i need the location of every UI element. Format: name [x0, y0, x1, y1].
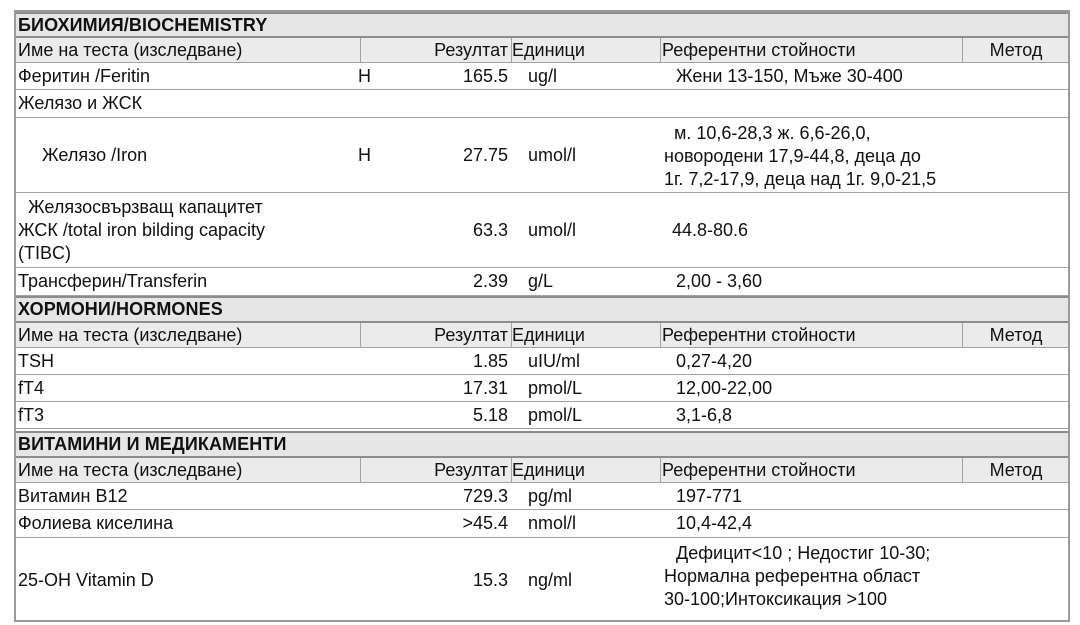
name-line: ЖСК /total iron bilding capacity	[18, 220, 266, 240]
table-row-tsh	[16, 348, 1068, 375]
table-header-row	[16, 323, 1068, 348]
test-units: umol/l	[528, 219, 577, 240]
column-header-result: Резултат	[434, 459, 508, 480]
column-header-name: Име на теста (изследване)	[18, 39, 243, 60]
test-units: pmol/L	[528, 377, 583, 398]
column-header-reference: Референтни стойности	[662, 459, 856, 480]
test-name	[18, 193, 348, 267]
column-header-name: Име на теста (изследване)	[18, 459, 243, 480]
table-row-transferrin	[16, 268, 1068, 296]
column-header-units: Единици	[512, 459, 585, 480]
test-result: 15.3	[472, 569, 508, 590]
test-units: umol/l	[528, 144, 577, 165]
test-result: >45.4	[462, 513, 508, 533]
test-reference: 12,00-22,00	[676, 377, 773, 398]
lab-report	[14, 10, 1070, 622]
table-row-folic-acid	[16, 510, 1068, 538]
test-result: 63.3	[472, 219, 508, 240]
column-header-reference: Референтни стойности	[662, 324, 856, 345]
test-name: fT3	[18, 404, 45, 425]
column-header-name: Име на теста (изследване)	[18, 324, 243, 345]
test-units: ng/ml	[528, 569, 573, 590]
section-title: ХОРМОНИ/HORMONES	[18, 299, 223, 319]
section-title: БИОХИМИЯ/BIOCHEMISTRY	[18, 14, 268, 35]
test-reference: 44.8-80.6	[672, 219, 749, 240]
test-units: pg/ml	[528, 485, 573, 506]
column-header-units: Единици	[512, 324, 585, 345]
table-row-ferritin	[16, 63, 1068, 90]
test-result: 165.5	[462, 65, 508, 86]
test-name: Трансферин/Transferin	[18, 271, 208, 291]
column-header-method: Метод	[989, 324, 1043, 345]
test-units: ug/l	[528, 65, 558, 86]
test-units: pmol/L	[528, 404, 583, 425]
test-reference: Жени 13-150, Мъже 30-400	[676, 65, 903, 86]
column-header-reference: Референтни стойности	[662, 39, 856, 60]
test-result: 5.18	[472, 404, 508, 425]
reference-line: Дефицит<10 ; Недостиг 10-30;	[676, 543, 931, 563]
test-reference: 3,1-6,8	[676, 404, 733, 425]
table-row-iron-group	[16, 90, 1068, 118]
table-row-tibc	[16, 193, 1068, 268]
test-result: 2.39	[472, 271, 508, 291]
test-name: fT4	[18, 377, 45, 398]
test-result: 729.3	[462, 485, 508, 506]
name-line: (TIBC)	[18, 243, 71, 263]
test-reference: 0,27-4,20	[676, 350, 753, 371]
section-title: ВИТАМИНИ И МЕДИКАМЕНТИ	[18, 434, 287, 454]
column-header-result: Резултат	[434, 324, 508, 345]
test-reference	[664, 118, 964, 192]
test-units: g/L	[528, 271, 554, 291]
table-row-ft3	[16, 402, 1068, 429]
table-row-ft4	[16, 375, 1068, 402]
reference-line: Нормална референтна област	[664, 566, 921, 586]
section-vitamins-title-row	[16, 431, 1068, 458]
section-biochemistry-title-row	[16, 12, 1068, 38]
test-reference: 197-771	[676, 485, 743, 506]
reference-line: 1г. 7,2-17,9, деца над 1г. 9,0-21,5	[664, 169, 937, 189]
test-result: 17.31	[462, 377, 508, 398]
reference-line: 30-100;Интоксикация >100	[664, 589, 888, 609]
section-hormones-title-row	[16, 296, 1068, 323]
test-name: Феритин /Feritin	[18, 65, 151, 86]
test-name: Желязо /Iron	[42, 144, 148, 165]
name-line: Желязосвързващ капацитет	[28, 197, 263, 217]
test-name: 25-OH Vitamin D	[18, 569, 154, 590]
test-reference	[664, 538, 964, 622]
test-result: 27.75	[462, 144, 508, 165]
table-header-row	[16, 38, 1068, 63]
test-units: uIU/ml	[528, 350, 581, 371]
table-row-iron	[16, 118, 1068, 193]
test-name: Фолиева киселина	[18, 513, 174, 533]
test-name: Витамин B12	[18, 485, 128, 506]
table-row-vitamin-b12	[16, 483, 1068, 510]
column-header-result: Резултат	[434, 39, 508, 60]
table-header-row	[16, 458, 1068, 483]
group-name: Желязо и ЖСК	[18, 93, 143, 113]
test-reference: 2,00 - 3,60	[676, 271, 763, 291]
test-reference: 10,4-42,4	[676, 513, 753, 533]
column-header-method: Метод	[989, 459, 1043, 480]
column-header-units: Единици	[512, 39, 585, 60]
reference-line: м. 10,6-28,3 ж. 6,6-26,0,	[674, 123, 871, 143]
test-name: TSH	[18, 350, 54, 371]
reference-line: новородени 17,9-44,8, деца до	[664, 146, 921, 166]
test-units: nmol/l	[528, 513, 577, 533]
high-flag: H	[358, 65, 371, 86]
test-result: 1.85	[472, 350, 508, 371]
high-flag: H	[358, 144, 371, 165]
column-header-method: Метод	[989, 39, 1043, 60]
table-row-vitamin-d	[16, 538, 1068, 622]
